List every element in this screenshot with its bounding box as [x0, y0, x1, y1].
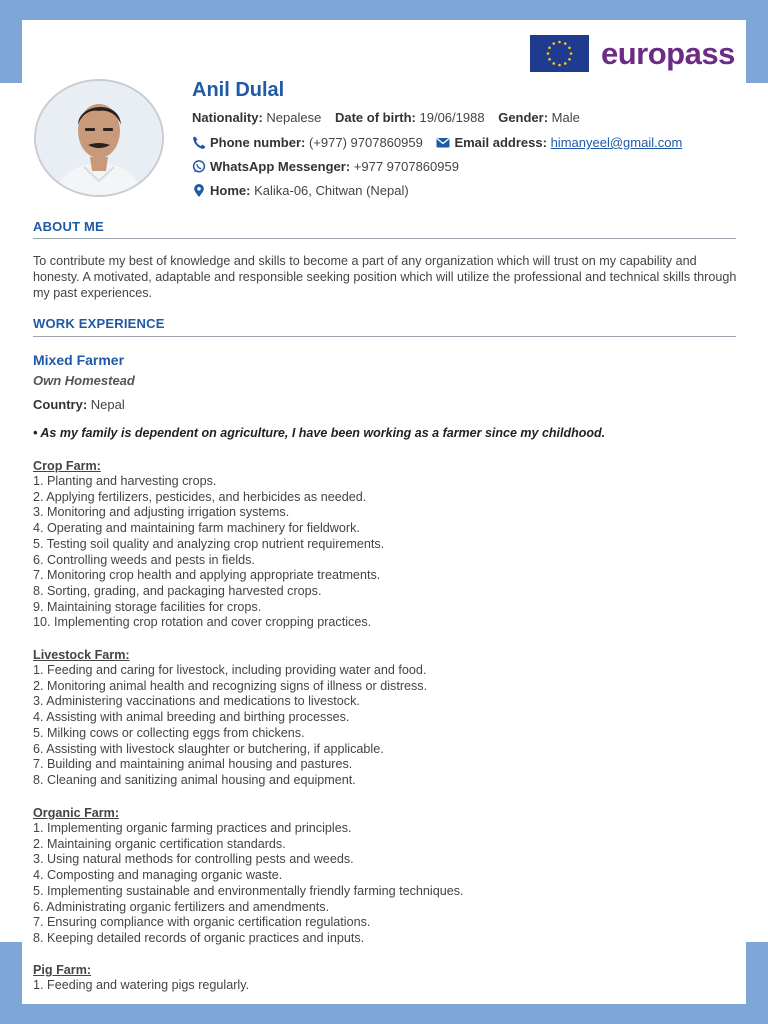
phone-value: (+977) 9707860959 [308, 135, 423, 150]
home-value: Kalika-06, Chitwan (Nepal) [254, 183, 409, 198]
whatsapp-line: WhatsApp Messenger: +977 9707860959 [192, 159, 459, 174]
list-item: 8. Sorting, grading, and packaging harvested crops. [33, 583, 322, 598]
list-item: 3. Monitoring and adjusting irrigation systems. [33, 505, 290, 520]
crop-farm-heading: Crop Farm: [33, 459, 101, 473]
whatsapp-value: +977 9707860959 [353, 159, 459, 174]
list-item: 1. Feeding and watering pigs regularly. [33, 978, 250, 992]
list-item: 5. Implementing sustainable and environmentally friendly farming techniques. [33, 883, 464, 898]
list-item: 3. Using natural methods for controlling pests and weeds. [33, 852, 354, 867]
list-item: 1. Feeding and caring for livestock, including providing water and food. [33, 663, 427, 677]
pig-farm-list [33, 978, 249, 994]
home-line: Home: Kalika-06, Chitwan (Nepal) [192, 183, 409, 198]
contact-line: Phone number: (+977) 9707860959 Email address: himanyeel@gmail.com [192, 135, 682, 150]
work-experience-heading: WORK EXPERIENCE [33, 316, 165, 331]
eu-star [564, 62, 567, 65]
employer-name: Own Homestead [33, 373, 135, 388]
location-pin-icon [192, 184, 206, 197]
europass-logo-text: europass [601, 36, 735, 71]
eu-star [548, 46, 551, 49]
list-item: 7. Ensuring compliance with organic certification regulations. [33, 915, 371, 930]
person-name: Anil Dulal [192, 79, 285, 101]
list-item: 4. Operating and maintaining farm machinery for fieldwork. [33, 521, 360, 536]
list-item: 2. Monitoring animal health and recognizing signs of illness or distress. [33, 678, 428, 693]
list-item: 8. Cleaning and sanitizing animal housing and equipment. [33, 772, 356, 787]
list-item: 9. Maintaining storage facilities for crops. [33, 599, 262, 614]
eu-star [568, 58, 571, 61]
crop-farm-list [33, 474, 384, 631]
envelope-icon [436, 136, 450, 149]
eu-star [558, 64, 561, 67]
dob-value: 19/06/1988 [419, 110, 485, 125]
list-item: 4. Composting and managing organic waste. [33, 868, 283, 883]
list-item: 5. Testing soil quality and analyzing crop nutrient requirements. [33, 536, 385, 551]
experience-summary-bullet: • As my family is dependent on agriculture, I have been working as a farmer since my childhood. [33, 426, 606, 440]
list-item: 7. Building and maintaining animal housing and pastures. [33, 757, 353, 772]
livestock-farm-heading: Livestock Farm: [33, 648, 130, 662]
eu-star [564, 42, 567, 45]
livestock-farm-list [33, 663, 427, 789]
list-item: 1. Planting and harvesting crops. [33, 474, 217, 488]
eu-star [552, 42, 555, 45]
list-item: 4. Assisting with animal breeding and birthing processes. [33, 710, 350, 725]
list-item: 2. Applying fertilizers, pesticides, and herbicides as needed. [33, 489, 367, 504]
organic-farm-list [33, 821, 464, 947]
eu-star [548, 58, 551, 61]
about-me-divider [33, 238, 736, 239]
work-experience-divider [33, 336, 736, 337]
eu-star [558, 41, 561, 44]
list-item: 10. Implementing crop rotation and cover cropping practices. [33, 615, 372, 630]
list-item: 8. Keeping detailed records of organic practices and inputs. [33, 930, 365, 945]
list-item: 1. Implementing organic farming practices and principles. [33, 821, 352, 835]
profile-photo [34, 79, 164, 197]
list-item: 6. Controlling weeds and pests in fields. [33, 552, 255, 567]
list-item: 2. Maintaining organic certification standards. [33, 836, 286, 851]
about-me-text: To contribute my best of knowledge and skills to become a part of any organization which will trust on my capability and honesty. A motivated, adaptable and responsible seeking position which will utilize the professional and technical skills through my past experiences. [33, 254, 737, 300]
pig-farm-heading: Pig Farm: [33, 963, 92, 977]
eu-star [552, 62, 555, 65]
list-item: 6. Assisting with livestock slaughter or butchering, if applicable. [33, 741, 384, 756]
personal-details-line: Nationality: Nepalese Date of birth: 19/06/1988 Gender: Male [192, 110, 580, 125]
eu-flag-logo [530, 35, 589, 72]
whatsapp-icon [192, 160, 206, 173]
job-title: Mixed Farmer [33, 352, 125, 368]
list-item: 7. Monitoring crop health and applying appropriate treatments. [33, 568, 381, 583]
list-item: 5. Milking cows or collecting eggs from chickens. [33, 725, 305, 740]
eu-star [547, 52, 550, 55]
list-item: 3. Administering vaccinations and medications to livestock. [33, 694, 360, 709]
country-line: Country: Nepal [33, 397, 125, 412]
country-value: Nepal [90, 397, 125, 412]
gender-value: Male [551, 110, 580, 125]
about-me-heading: ABOUT ME [33, 219, 104, 234]
nationality-value: Nepalese [266, 110, 322, 125]
organic-farm-heading: Organic Farm: [33, 806, 120, 820]
eu-star [570, 52, 573, 55]
eu-star [568, 46, 571, 49]
list-item: 6. Administrating organic fertilizers and amendments. [33, 899, 330, 914]
email-link[interactable]: himanyeel@gmail.com [550, 135, 683, 150]
phone-icon [192, 136, 206, 149]
